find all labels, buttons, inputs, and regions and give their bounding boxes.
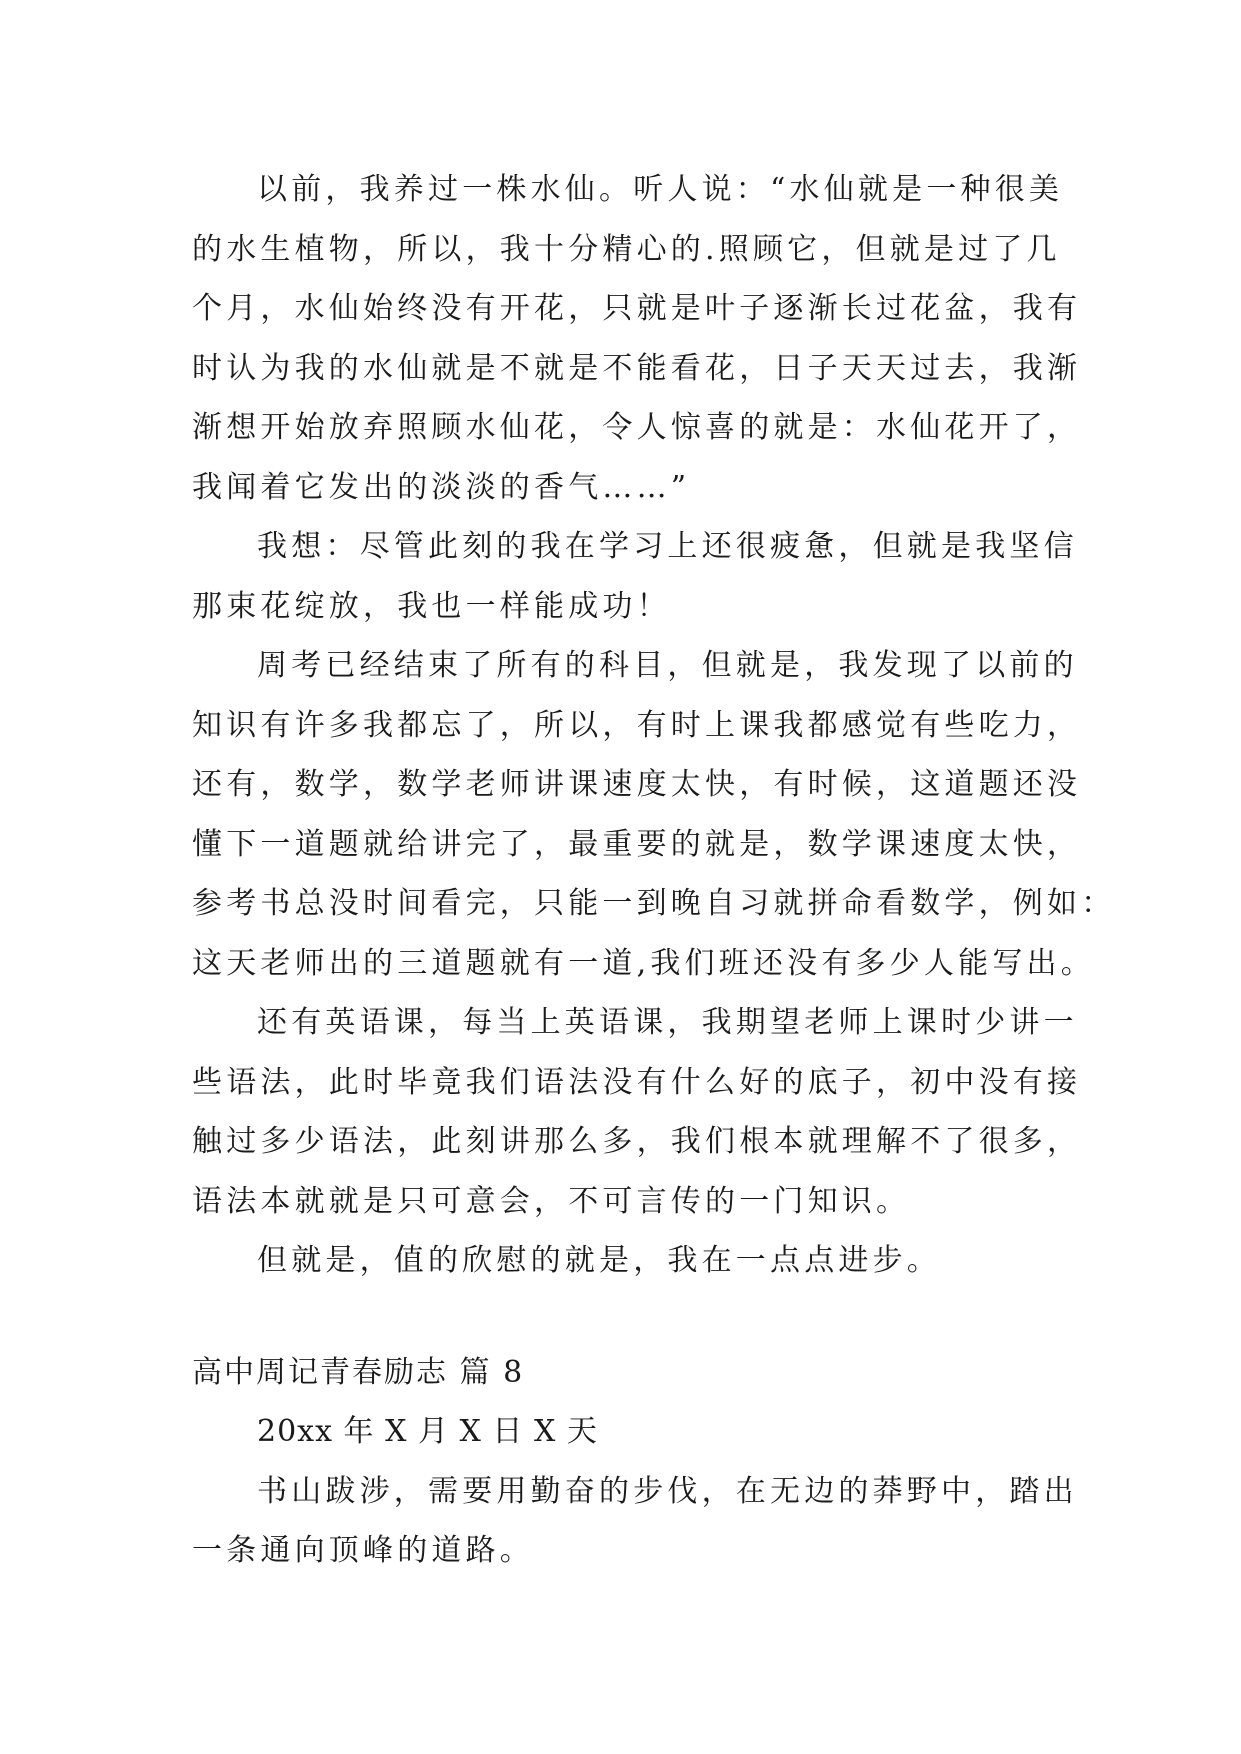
text-line: 还有英语课，每当上英语课，我期望老师上课时少讲一 bbox=[257, 1005, 1078, 1040]
text-line: 触过多少语法，此刻讲那么多，我们根本就理解不了很多， bbox=[192, 1124, 1082, 1159]
text-line: 些语法，此时毕竟我们语法没有什么好的底子，初中没有接 bbox=[192, 1064, 1082, 1100]
text-line: 的水生植物，所以，我十分精心的.照顾它，但就是过了几 bbox=[192, 231, 1061, 267]
text-line: 语法本就就是只可意会，不可言传的一门知识。 bbox=[192, 1183, 911, 1219]
date-line: 20xx 年 X 月 X 日 X 天 bbox=[257, 1414, 598, 1449]
text-line: 还有，数学，数学老师讲课速度太快，有时候，这道题还没 bbox=[192, 767, 1082, 802]
text-line: 懂下一道题就给讲完了，最重要的就是，数学课速度太快， bbox=[192, 826, 1082, 862]
text-line: 那束花绽放，我也一样能成功！ bbox=[192, 588, 671, 624]
paragraph-5 bbox=[192, 1231, 1056, 1291]
text-line: 这天老师出的三道题就有一道,我们班还没有多少人能写出。 bbox=[192, 945, 1095, 981]
text-line: 我闻着它发出的淡淡的香气……” bbox=[192, 469, 691, 505]
text-line: 参考书总没时间看完，只能一到晚自习就拼命看数学，例如： bbox=[192, 886, 1116, 921]
text-line: 个月，水仙始终没有开花，只就是叶子逐渐长过花盆，我有 bbox=[192, 291, 1082, 326]
text-line: 周考已经结束了所有的科目，但就是，我发现了以前的 bbox=[257, 648, 1078, 683]
text-line: 但就是，值的欣慰的就是，我在一点点进步。 bbox=[257, 1243, 941, 1278]
text-line: 一条通向顶峰的道路。 bbox=[192, 1533, 534, 1568]
paragraph-1 bbox=[192, 160, 1082, 517]
section-heading: 高中周记青春励志 篇 8 bbox=[192, 1354, 525, 1390]
text-line: 我想：尽管此刻的我在学习上还很疲惫，但就是我坚信 bbox=[257, 529, 1078, 564]
paragraph-4 bbox=[192, 993, 1082, 1231]
text-line: 渐想开始放弃照顾水仙花，令人惊喜的就是：水仙花开了， bbox=[192, 410, 1082, 445]
section-gap bbox=[192, 1291, 1056, 1343]
text-line: 知识有许多我都忘了，所以，有时上课我都感觉有些吃力， bbox=[192, 707, 1082, 743]
text-line: 时认为我的水仙就是不就是不能看花，日子天天过去，我渐 bbox=[192, 350, 1082, 386]
document-page bbox=[192, 160, 1116, 1581]
text-line: 以前，我养过一株水仙。听人说：“水仙就是一种很美 bbox=[257, 172, 1064, 207]
text-line: 书山跋涉，需要用勤奋的步伐，在无边的莽野中，踏出 bbox=[257, 1473, 1078, 1509]
closing-paragraph bbox=[192, 1462, 1078, 1581]
paragraph-2 bbox=[192, 517, 1078, 636]
paragraph-3 bbox=[192, 636, 1116, 993]
